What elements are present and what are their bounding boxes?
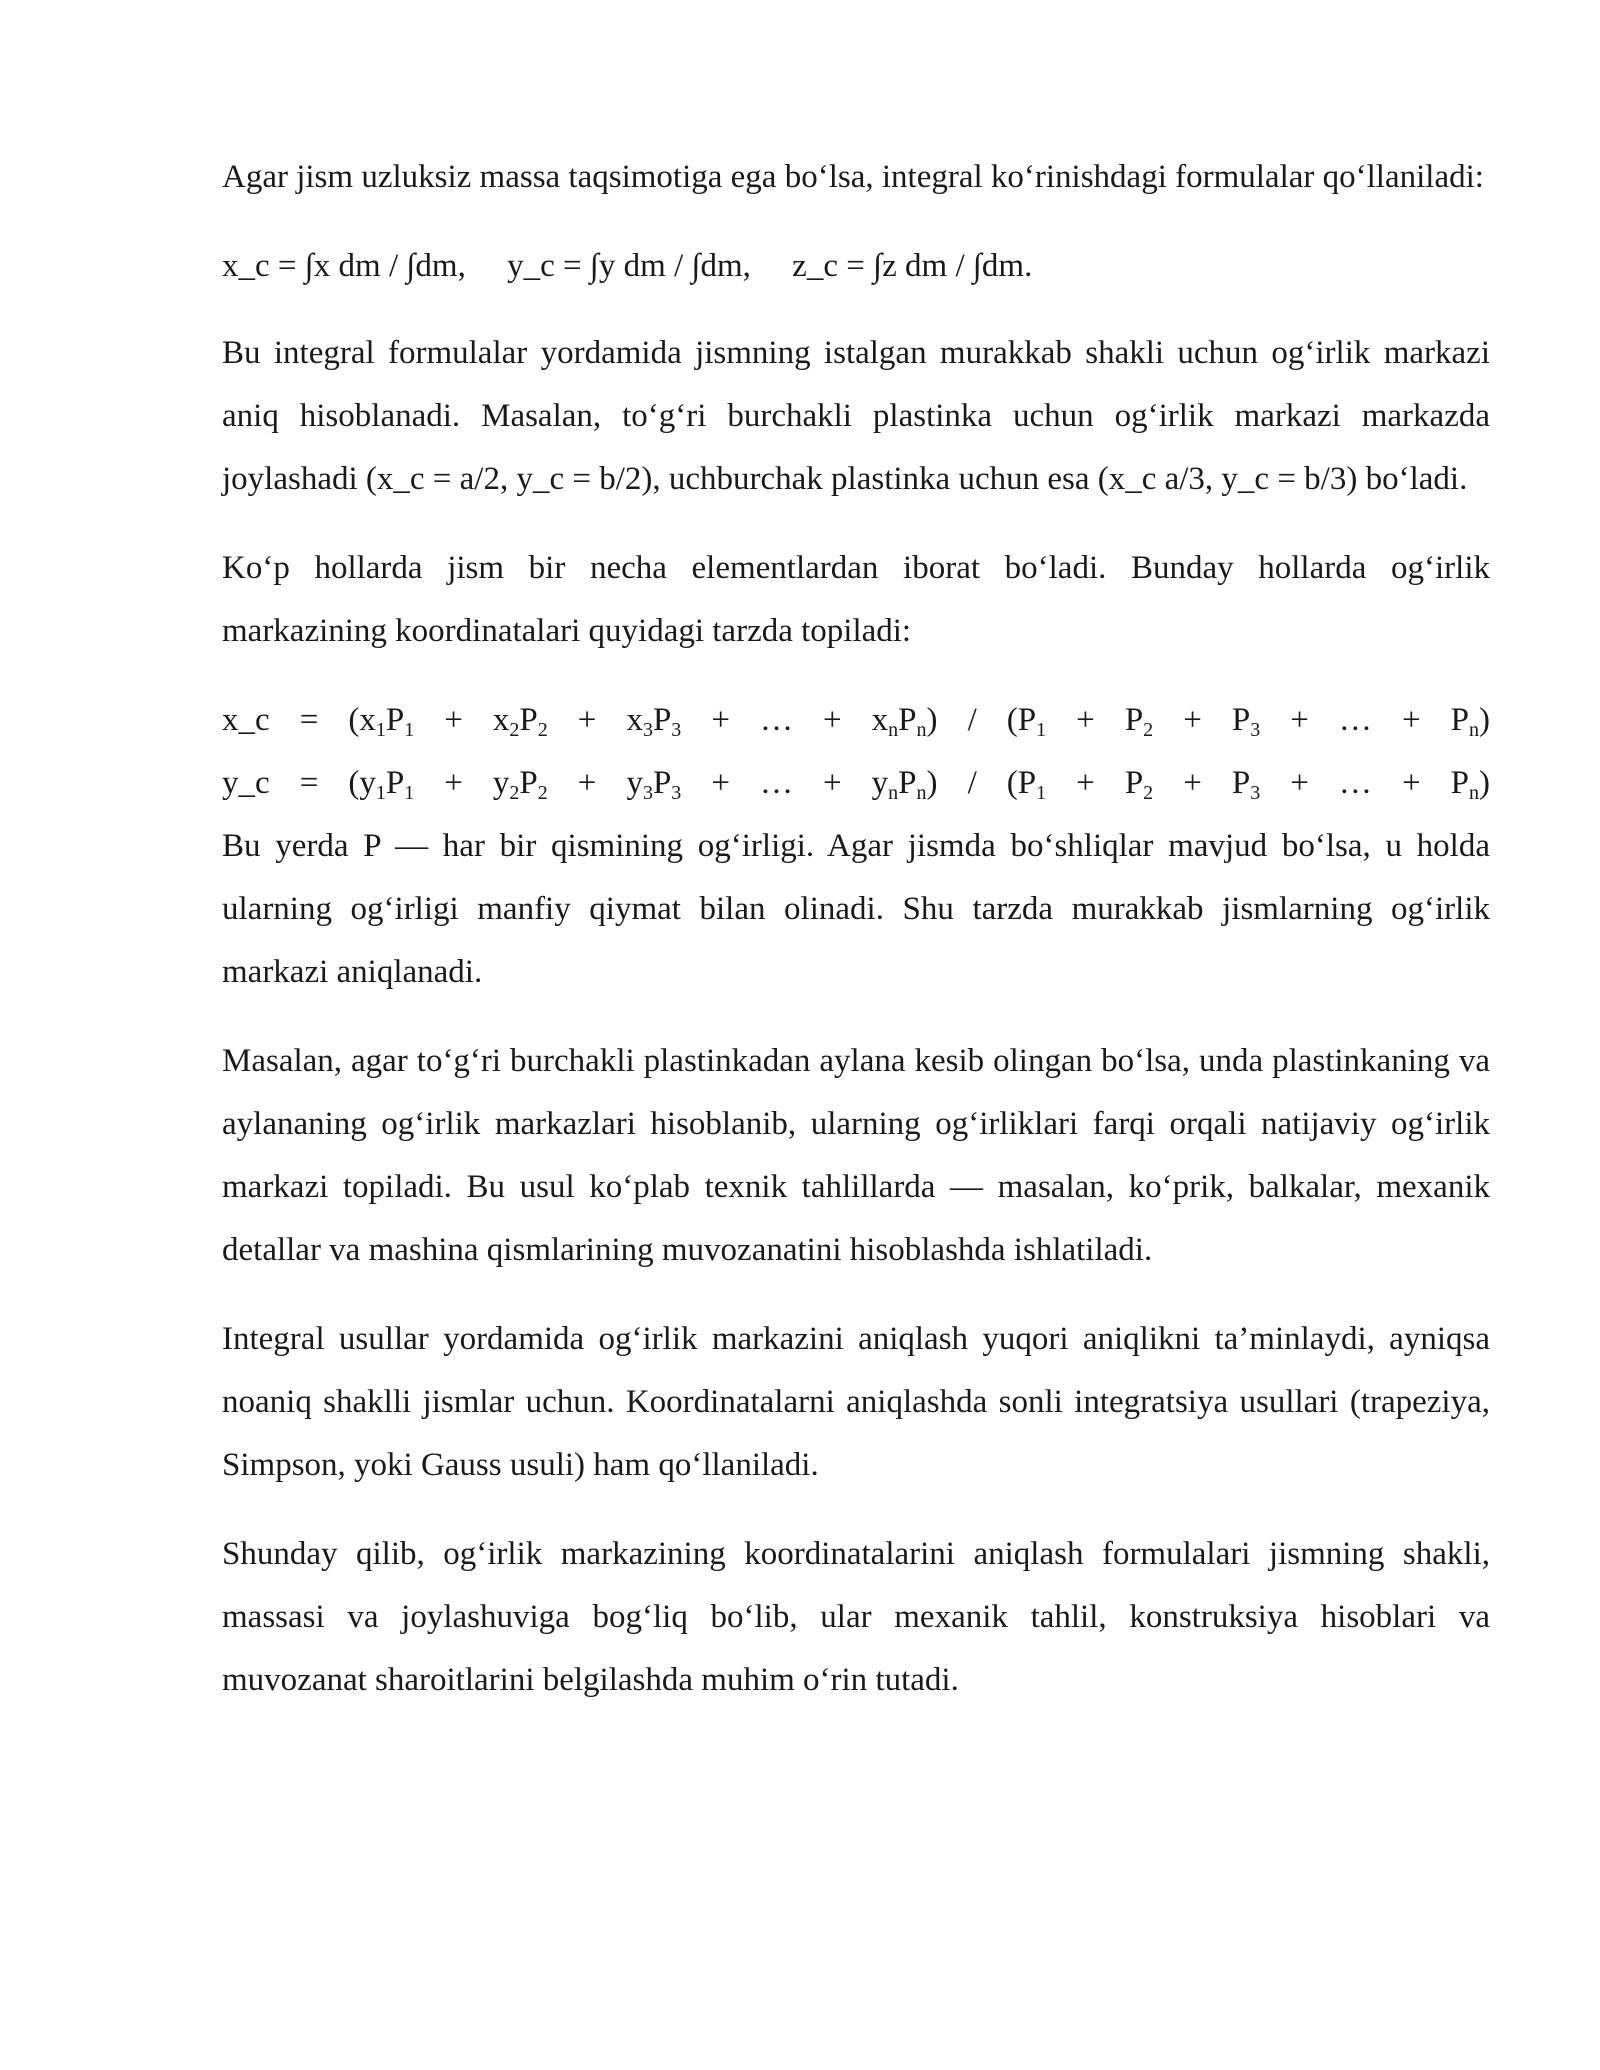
formula-token: … bbox=[1338, 702, 1372, 738]
formula-token: $x_nP_n$) bbox=[871, 702, 938, 741]
formula-token: ($y_1P_1$ bbox=[348, 765, 415, 804]
formula-token: ($P_1$ bbox=[1006, 702, 1047, 741]
formula-token: y_c bbox=[222, 765, 270, 801]
formula-token: ($x_1P_1$ bbox=[348, 702, 415, 741]
formula-token: $P_3$ bbox=[1231, 702, 1261, 741]
formula-token: … bbox=[759, 765, 793, 801]
paragraph-integral-explanation: Bu integral formulalar yordamida jismning istalgan murakkab shakli uchun og‘irlik markazi aniq hisoblanadi. Masalan, to‘g‘ri burchakli plastinka uchun og‘irlik markazi markazda joylashadi (x_c = a/2, y_c = b/2), uchburchak plastinka uchun esa (x_c a/3, y_c = b/3) bo‘ladi. bbox=[222, 335, 1490, 497]
formula-token: $y_3P_3$ bbox=[626, 765, 682, 804]
document-page bbox=[222, 146, 1490, 1738]
formula-token: $P_2$ bbox=[1124, 765, 1154, 804]
formula-yc bbox=[222, 752, 1490, 815]
formula-token: + bbox=[444, 702, 463, 738]
formula-token: + bbox=[1290, 702, 1309, 738]
formula-token: = bbox=[299, 702, 319, 738]
formula-token: + bbox=[1183, 765, 1202, 801]
formula-token: = bbox=[299, 765, 319, 801]
paragraph-integral-methods: Integral usullar yordamida og‘irlik markazini aniqlash yuqori aniqlikni ta’minlaydi, ayniqsa noaniq shaklli jismlar uchun. Koordinatalarni aniqlashda sonli integratsiya usullari (trapeziya, Simpson, yoki Gauss usuli) ham qo‘llaniladi. bbox=[222, 1321, 1490, 1483]
formula-token: $P_2$ bbox=[1124, 702, 1154, 741]
formula-token: + bbox=[711, 765, 730, 801]
formula-block-composite bbox=[222, 689, 1490, 815]
formula-integral: x_c = ∫x dm / ∫dm, y_c = ∫y dm / ∫dm, z_c = ∫z dm / ∫dm. bbox=[222, 248, 1033, 284]
formula-token: + bbox=[1401, 702, 1421, 738]
formula-token: + bbox=[823, 702, 842, 738]
paragraph-conclusion: Shunday qilib, og‘irlik markazining koordinatalarini aniqlash formulalari jismning shakli, massasi va joylashuviga bog‘liq bo‘lib, ular mexanik tahlil, konstruksiya hisoblari va muvozanat sharoitlarini belgilashda muhim o‘rin tutadi. bbox=[222, 1536, 1490, 1698]
formula-token: + bbox=[1076, 765, 1095, 801]
formula-token: + bbox=[1076, 702, 1095, 738]
formula-token: $P_n$) bbox=[1450, 702, 1490, 741]
paragraph-intro: Agar jism uzluksiz massa taqsimotiga ega bo‘lsa, integral ko‘rinishdagi formulalar qo‘llaniladi: bbox=[222, 159, 1484, 195]
formula-token: $y_2P_2$ bbox=[492, 765, 548, 804]
formula-token: + bbox=[711, 702, 730, 738]
formula-token: $P_3$ bbox=[1231, 765, 1261, 804]
formula-token: + bbox=[577, 702, 597, 738]
formula-xc bbox=[222, 689, 1490, 752]
formula-token: / bbox=[967, 702, 977, 738]
formula-token: $y_nP_n$) bbox=[871, 765, 938, 804]
formula-token: + bbox=[1401, 765, 1421, 801]
formula-token: $x_3P_3$ bbox=[626, 702, 682, 741]
formula-token: $P_n$) bbox=[1450, 765, 1490, 804]
formula-token: + bbox=[1183, 702, 1202, 738]
formula-token: ($P_1$ bbox=[1006, 765, 1047, 804]
formula-token: $x_2P_2$ bbox=[492, 702, 548, 741]
formula-token: x_c bbox=[222, 702, 270, 738]
formula-token: / bbox=[967, 765, 977, 801]
formula-token: … bbox=[1338, 765, 1372, 801]
formula-token: + bbox=[444, 765, 463, 801]
paragraph-example-cutout: Masalan, agar to‘g‘ri burchakli plastinkadan aylana kesib olingan bo‘lsa, unda plastinkaning va aylananing og‘irlik markazlari hisoblanib, ularning og‘irliklari farqi orqali natijaviy og‘irlik markazi topiladi. Bu usul ko‘plab texnik tahlillarda — masalan, ko‘prik, balkalar, mexanik detallar va mashina qismlarining muvozanatini hisoblashda ishlatiladi. bbox=[222, 1043, 1490, 1268]
formula-token: + bbox=[823, 765, 842, 801]
formula-token: … bbox=[759, 702, 793, 738]
paragraph-weight-definition: Bu yerda P — har bir qismining og‘irligi. Agar jismda bo‘shliqlar mavjud bo‘lsa, u holda ularning og‘irligi manfiy qiymat bilan olinadi. Shu tarzda murakkab jismlarning og‘irlik markazi aniqlanadi. bbox=[222, 828, 1490, 990]
paragraph-composite-bodies: Ko‘p hollarda jism bir necha elementlardan iborat bo‘ladi. Bunday hollarda og‘irlik markazining koordinatalari quyidagi tarzda topiladi: bbox=[222, 550, 1490, 649]
formula-token: + bbox=[577, 765, 597, 801]
formula-token: + bbox=[1290, 765, 1309, 801]
